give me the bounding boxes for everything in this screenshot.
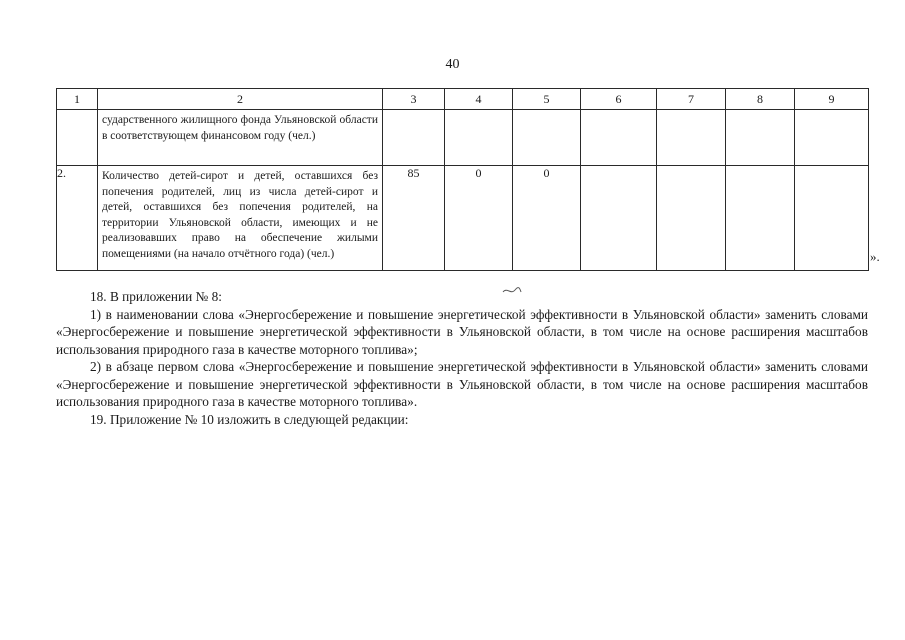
row-description-cell bbox=[98, 166, 383, 271]
empty-cell bbox=[795, 166, 869, 271]
paragraph: 2) в абзаце первом слова «Энергосбережение и повышение энергетической эффективности в Ульяновской области» заменить словами «Энергосбережение и повышение энергетической эффективности в Ульяновской области, в том числе на основе расширения масштабов использования природного газа в качестве моторного топлива». bbox=[56, 359, 868, 409]
row-number: 2. bbox=[57, 166, 98, 271]
column-header: 9 bbox=[795, 89, 869, 110]
column-header: 7 bbox=[657, 89, 726, 110]
empty-cell bbox=[657, 166, 726, 271]
column-header: 2 bbox=[98, 89, 383, 110]
empty-cell bbox=[726, 110, 795, 166]
table-row bbox=[57, 110, 869, 166]
column-header: 3 bbox=[383, 89, 445, 110]
empty-cell bbox=[581, 166, 657, 271]
table-header-row bbox=[57, 89, 869, 110]
value-cell bbox=[383, 110, 445, 166]
value-cell bbox=[445, 110, 513, 166]
paragraph: 18. В приложении № 8: bbox=[90, 289, 222, 304]
closing-quote: ». bbox=[870, 249, 880, 264]
data-table bbox=[56, 88, 869, 271]
body-text bbox=[56, 288, 868, 428]
value-cell bbox=[513, 110, 581, 166]
value-cell: 0 bbox=[513, 166, 581, 271]
paragraph: 1) в наименовании слова «Энергосбережение и повышение энергетической эффективности в Ульяновской области» заменить словами «Энергосбережение и повышение энергетической эффективности в Ульяновской области, в том числе на основе расширения масштабов использования природного газа в качестве моторного топлива»; bbox=[56, 306, 868, 357]
column-header: 4 bbox=[445, 89, 513, 110]
paragraph: 19. Приложение № 10 изложить в следующей редакции: bbox=[90, 411, 409, 427]
column-header: 8 bbox=[726, 89, 795, 110]
table-row bbox=[57, 166, 869, 271]
page-number: 40 bbox=[445, 57, 460, 72]
column-header: 5 bbox=[513, 89, 581, 110]
column-header: 1 bbox=[57, 89, 98, 110]
column-header: 6 bbox=[581, 89, 657, 110]
value-cell: 85 bbox=[383, 166, 445, 271]
row-number bbox=[57, 110, 98, 166]
empty-cell bbox=[795, 110, 869, 166]
empty-cell bbox=[726, 166, 795, 271]
empty-cell bbox=[581, 110, 657, 166]
row-description: Количество детей-сирот и детей, оставшихся без попечения родителей, лиц из числа детей-сирот и детей, оставшихся без попечения родителей, на территории Ульяновской области, имеющих и не реализовавших право на обеспечение жилыми помещениями (на начало отчётного года) (чел.) bbox=[102, 170, 378, 260]
empty-cell bbox=[657, 110, 726, 166]
row-description-cell bbox=[98, 110, 383, 166]
row-description: сударственного жилищного фонда Ульяновской области в соответствующем финансовом году (чел.) bbox=[102, 114, 378, 142]
value-cell: 0 bbox=[445, 166, 513, 271]
